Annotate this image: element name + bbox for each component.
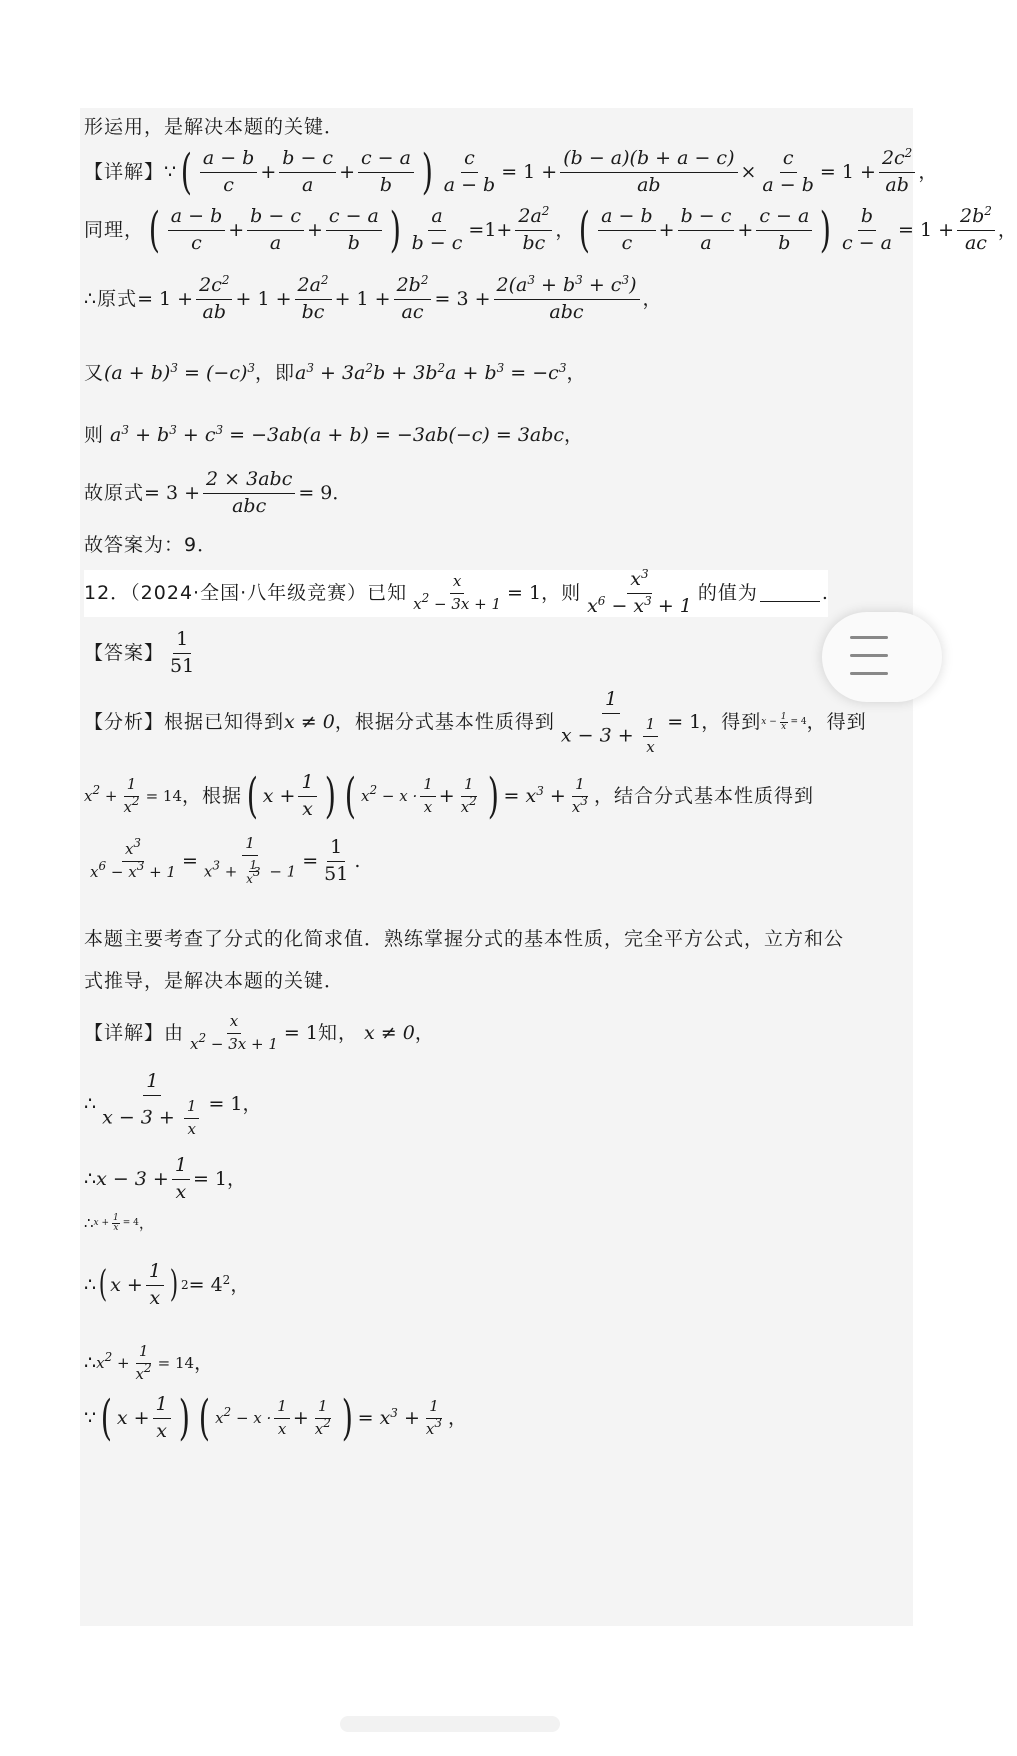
floating-menu-button[interactable] [822, 612, 942, 702]
answer-blank [760, 585, 820, 602]
section-label: 【分析】 [84, 711, 165, 734]
formula-line: 则 $a^3 + b^3 + c^3 = -3ab(a + b) = -3ab(-c) = 3abc$ ， [84, 422, 584, 446]
summary-line: 本题主要考查了分式的化简求值．熟练掌握分式的基本性质，完全平方公式，立方和公 [84, 928, 845, 950]
section-label: 【详解】 [84, 1021, 165, 1044]
formula-line: 又 $(a + b)^3 = (-c)^3$ ，即 $a^3 + 3a^2b + 3b^2a + b^3 = -c^3$ ， [84, 360, 586, 384]
bottom-scroll-bar[interactable] [340, 1716, 560, 1732]
analysis-line: $x^2$ + $\frac{1}{x^2}$ = 14 ，根据 ( x + $\frac{1}{x}$ ) ( $x^2 - x$ · $\frac{1}{x}$ + $\frac{1}{x^2}$ ) = $x^3$ + $\frac{1}{x^3}$ ，结合分式基本性质得到 [84, 768, 814, 824]
question-12: 12．（2024·全国·八年级竞赛）已知 $\frac{x}{x^2 - 3x + 1}$ = 1 ，则 $\frac{x^3}{x^6 - x^3 + 1}$ 的值为 . [84, 566, 828, 617]
summary-line: 式推导，是解决本题的关键． [84, 970, 345, 992]
section-label: 【详解】 [84, 160, 165, 183]
analysis-line: $\frac{x^3}{x^6 - x^3 + 1}$ = 1 $x^3$ + $\frac{1}{x^3}$ − 1 = $\frac{1}{51}$ . [90, 834, 361, 887]
formula-line: 【详解】 ∵ ( $\frac{a - b}{c}$ + $\frac{b - c}{a}$ + $\frac{c - a}{b}$ ) $\frac{c}{a - b}$ = 1 + $\frac{(b - a)(b + a - c)}{ab}$ × $\frac{c}{a - b}$ = 1 + $\frac{2c^2}{ab}$ ， [84, 144, 938, 200]
text-line: 形运用，是解决本题的关键． [84, 116, 345, 138]
formula-line: 同理， ( $\frac{a - b}{c}$ + $\frac{b - c}{a}$ + $\frac{c - a}{b}$ ) $\frac{a}{b - c}$ =1+ $\frac{2a^2}{bc}$ ， ( $\frac{a - b}{c}$ + $\frac{b - c}{a}$ + $\frac{c - a}{b}$ ) $\frac{b}{c - a}$ = 1 + $\frac{2b^2}{ac}$ ， [84, 202, 1017, 258]
formula-line: ∴原式 = 1 + $\frac{2c^2}{ab}$ + 1 + $\frac{2a^2}{bc}$ + 1 + $\frac{2b^2}{ac}$ = 3 + $\frac{2(a^3 + b^3 + c^3)}{\text{abc}}$ ， [84, 272, 662, 323]
detail-line: ∵ ( x + $\frac{1}{x}$ ) ( $x^2 - x$ · $\frac{1}{x}$ + $\frac{1}{x^2}$ ) = $x^3$ + $\frac{1}{x^3}$ ， [84, 1390, 468, 1446]
answer-section: 【答案】 $\frac{1}{51}$ [84, 628, 195, 677]
detail-line: ∴ x − 3 + $\frac{1}{x}$ = 1， [84, 1154, 247, 1203]
section-label: 【答案】 [84, 641, 165, 664]
detail-line: 【详解】 由 $\frac{x}{x^2 - 3x + 1}$ = 1 知， x ≠ 0 ， [84, 1012, 434, 1053]
detail-line: ∴ $x^2$ + $\frac{1}{x^2}$ = 14 ， [84, 1342, 214, 1383]
answer-line: 故答案为：9． [84, 534, 218, 556]
detail-line: ∴ 1 x − 3 + $\frac{1}{x}$ = 1， [84, 1070, 262, 1138]
analysis-line: 【分析】 根据已知得到 x ≠ 0 ，根据分式基本性质得到 1 x − 3 + $\frac{1}{x}$ = 1 ，得到 x − $\frac{1}{x}$ = 4 ，得到 [84, 688, 867, 756]
detail-line: ∴ x + $\frac{1}{x}$ = 4 ， [84, 1213, 154, 1234]
formula-line: 故原式 = 3 + $\frac{\text{2 × 3abc}}{\text{abc}}$ = 9． [84, 468, 352, 517]
detail-line: ∴ ( x + $\frac{1}{x}$ ) 2 = $4^2$， [84, 1260, 250, 1309]
